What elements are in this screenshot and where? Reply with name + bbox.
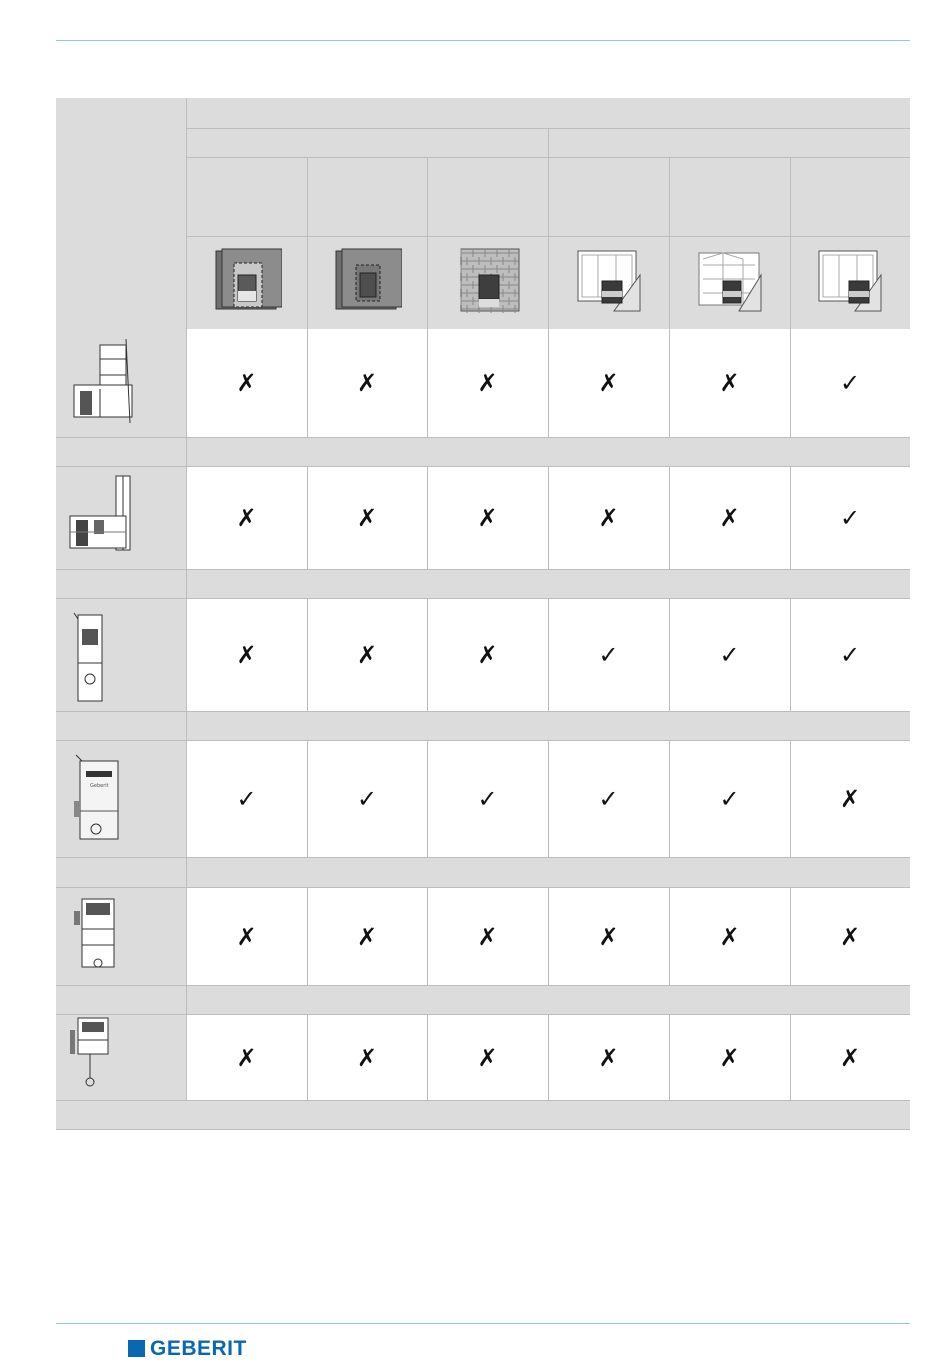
cross-mark-icon: ✗	[598, 1043, 619, 1072]
compatibility-table	[56, 98, 910, 1130]
header-vline-3	[790, 157, 791, 329]
check-mark-icon: ✓	[477, 785, 498, 813]
check-mark-icon: ✓	[839, 369, 861, 397]
duofix-frame-icon	[60, 607, 160, 703]
kombifix-element-icon	[60, 751, 160, 847]
row-separator-line-bottom	[56, 1129, 910, 1130]
cross-mark-icon: ✗	[598, 369, 619, 397]
kombifix-compact-element-icon	[60, 889, 160, 985]
cross-mark-icon: ✗	[356, 369, 378, 397]
check-mark-icon: ✓	[839, 641, 861, 669]
row-separator-line	[56, 711, 910, 712]
row-separator-band	[56, 569, 910, 599]
cross-mark-icon: ✗	[236, 922, 257, 951]
brick-wall-icon	[453, 245, 523, 315]
logo-square-icon	[128, 1340, 145, 1357]
check-mark-icon: ✓	[719, 641, 740, 669]
check-mark-icon: ✓	[598, 785, 619, 813]
bottom-rule	[56, 1323, 910, 1324]
row-separator-band	[56, 437, 910, 467]
row-separator-band	[56, 857, 910, 888]
cross-mark-icon: ✗	[477, 922, 498, 951]
row-separator-line	[56, 857, 910, 858]
cross-mark-icon: ✗	[719, 922, 740, 951]
row-separator-line	[56, 569, 910, 570]
cross-mark-icon: ✗	[839, 922, 861, 951]
cross-mark-icon: ✗	[477, 504, 498, 532]
stud-wall-grid-icon	[695, 245, 765, 315]
check-mark-icon: ✓	[598, 641, 619, 669]
cross-mark-icon: ✗	[236, 641, 257, 669]
header-vline-0	[307, 157, 308, 329]
row-separator-band	[56, 711, 910, 741]
installation-rail-system-icon	[60, 470, 160, 566]
cross-mark-icon: ✗	[356, 922, 378, 951]
stud-wall-corner-icon	[574, 245, 644, 315]
stud-wall-corner-alt-icon	[815, 245, 885, 315]
row-separator-line	[56, 437, 910, 438]
cross-mark-icon: ✗	[236, 1043, 257, 1072]
cross-mark-icon: ✗	[356, 504, 378, 532]
wall-panel-cutout-icon	[212, 245, 282, 315]
header-vline-first	[186, 98, 187, 329]
cross-mark-icon: ✗	[598, 922, 619, 951]
header-vline-2	[669, 157, 670, 329]
geberit-logo	[128, 1338, 247, 1359]
cross-mark-icon: ✗	[356, 1043, 378, 1072]
top-rule	[56, 40, 910, 41]
cross-mark-icon: ✗	[839, 785, 861, 813]
cross-mark-icon: ✗	[719, 1043, 740, 1072]
check-mark-icon: ✓	[356, 785, 378, 813]
cross-mark-icon: ✗	[598, 504, 619, 532]
logo-wordmark: GEBERIT	[150, 1337, 247, 1360]
svg-text:Geberit: Geberit	[90, 783, 109, 789]
row-separator-band	[56, 985, 910, 1015]
concealed-cistern-icon	[60, 1010, 160, 1106]
header-vline-group	[548, 128, 549, 329]
row-separator-line	[56, 1100, 910, 1101]
row-column-divider	[186, 329, 187, 1100]
cross-mark-icon: ✗	[477, 1043, 498, 1072]
row-separator-band	[56, 1100, 910, 1130]
cross-mark-icon: ✗	[356, 641, 378, 669]
cross-mark-icon: ✗	[236, 369, 257, 397]
header-vline-1	[427, 157, 428, 329]
cross-mark-icon: ✗	[477, 369, 498, 397]
corner-frame-system-icon	[60, 335, 160, 431]
cross-mark-icon: ✗	[477, 641, 498, 669]
check-mark-icon: ✓	[236, 785, 257, 813]
cross-mark-icon: ✗	[236, 504, 257, 532]
cross-mark-icon: ✗	[839, 1043, 861, 1072]
check-mark-icon: ✓	[839, 504, 861, 532]
wall-panel-recess-icon	[332, 245, 402, 315]
cross-mark-icon: ✗	[719, 369, 740, 397]
row-separator-line	[56, 985, 910, 986]
check-mark-icon: ✓	[719, 785, 740, 813]
cross-mark-icon: ✗	[719, 504, 740, 532]
